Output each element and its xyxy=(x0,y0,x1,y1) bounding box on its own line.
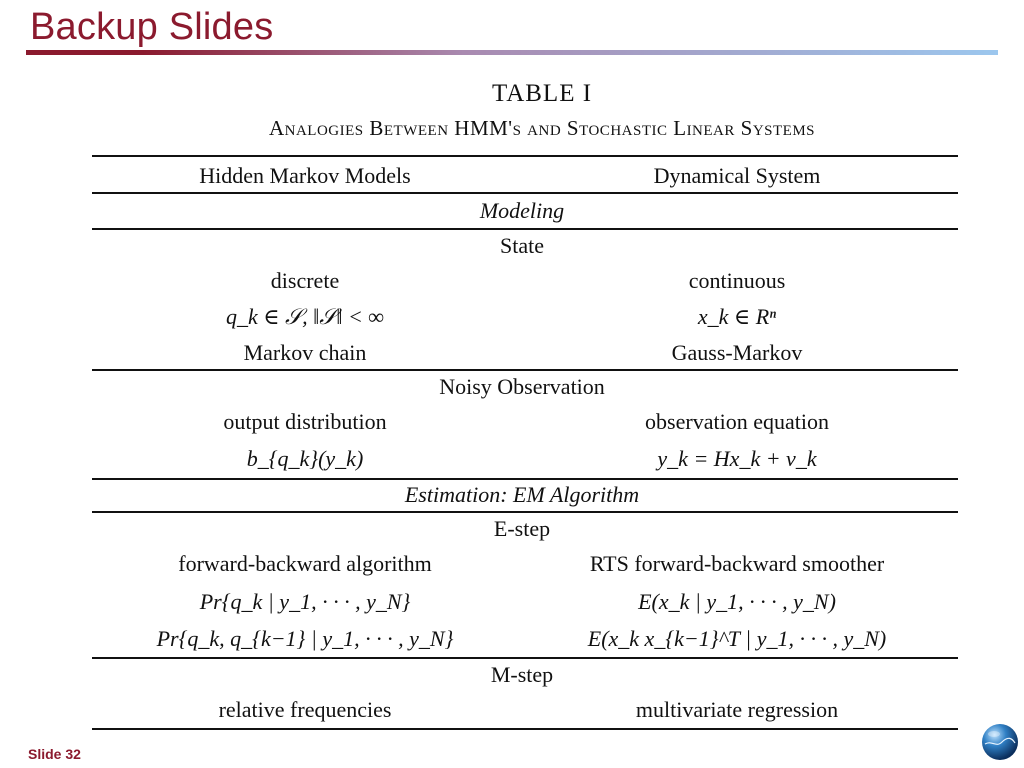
cell-continuous: continuous xyxy=(688,268,786,293)
section-modeling-row xyxy=(92,198,958,232)
cell-e-single: E(x_k | y_1, · · · , y_N) xyxy=(638,589,836,614)
slide-title: Backup Slides xyxy=(30,6,274,48)
table-bottom-rule xyxy=(92,728,958,730)
cell-discrete: discrete xyxy=(270,268,340,293)
cell-e-pair: E(x_k x_{k−1}^T | y_1, · · · , y_N) xyxy=(587,626,887,651)
section-m-step: M-step xyxy=(490,662,554,687)
cell-pr-pair: Pr{q_k, q_{k−1} | y_1, · · · , y_N} xyxy=(156,626,454,651)
table-subtitle: Analogies Between HMM's and Stochastic Linear Systems xyxy=(268,116,816,140)
cell-output-formula: b_{q_k}(y_k) xyxy=(246,446,364,471)
table-header-rule xyxy=(92,192,958,194)
section-estimation: Estimation: EM Algorithm xyxy=(404,482,640,507)
section-mstep-row xyxy=(92,662,958,696)
cell-output-distribution: output distribution xyxy=(223,409,387,434)
cell-rts-smoother: RTS forward-backward smoother xyxy=(589,551,885,576)
header-dynamical: Dynamical System xyxy=(653,163,821,188)
rule-modeling xyxy=(92,228,958,230)
section-estep-row xyxy=(92,516,958,550)
table-row xyxy=(92,409,958,443)
table-row xyxy=(92,626,958,660)
table-row xyxy=(92,551,958,585)
cell-multivariate-regression: multivariate regression xyxy=(635,697,839,722)
table-row xyxy=(92,304,958,338)
table-title: TABLE I xyxy=(491,80,593,107)
cell-markov-chain: Markov chain xyxy=(243,340,367,365)
rule-estimation xyxy=(92,511,958,513)
title-rule xyxy=(26,50,998,55)
header-hmm: Hidden Markov Models xyxy=(199,163,411,188)
section-state-row xyxy=(92,233,958,267)
section-modeling: Modeling xyxy=(479,198,565,223)
cell-gauss-markov: Gauss-Markov xyxy=(671,340,803,365)
section-e-step: E-step xyxy=(493,516,551,541)
section-noisy-observation: Noisy Observation xyxy=(439,374,605,399)
section-noisy-row xyxy=(92,374,958,408)
rule-e-step xyxy=(92,657,958,659)
cell-state-space-ds: x_k ∈ Rⁿ xyxy=(697,304,777,329)
cell-observation-formula: y_k = Hx_k + v_k xyxy=(657,446,817,471)
globe-logo-icon xyxy=(980,722,1020,762)
section-state: State xyxy=(500,233,544,258)
table-row xyxy=(92,446,958,480)
cell-forward-backward: forward-backward algorithm xyxy=(178,551,432,576)
cell-pr-single: Pr{q_k | y_1, · · · , y_N} xyxy=(199,589,411,614)
rule-state xyxy=(92,369,958,371)
cell-relative-frequencies: relative frequencies xyxy=(218,697,392,722)
table-row xyxy=(92,589,958,623)
cell-state-space-hmm: q_k ∈ 𝒮, ‖𝒮‖ < ∞ xyxy=(226,304,384,329)
slide-number: Slide 32 xyxy=(28,746,81,762)
cell-observation-equation: observation equation xyxy=(645,409,829,434)
table-row xyxy=(92,268,958,302)
table-row xyxy=(92,697,958,731)
table-top-rule xyxy=(92,155,958,157)
rule-noisy-observation xyxy=(92,478,958,480)
